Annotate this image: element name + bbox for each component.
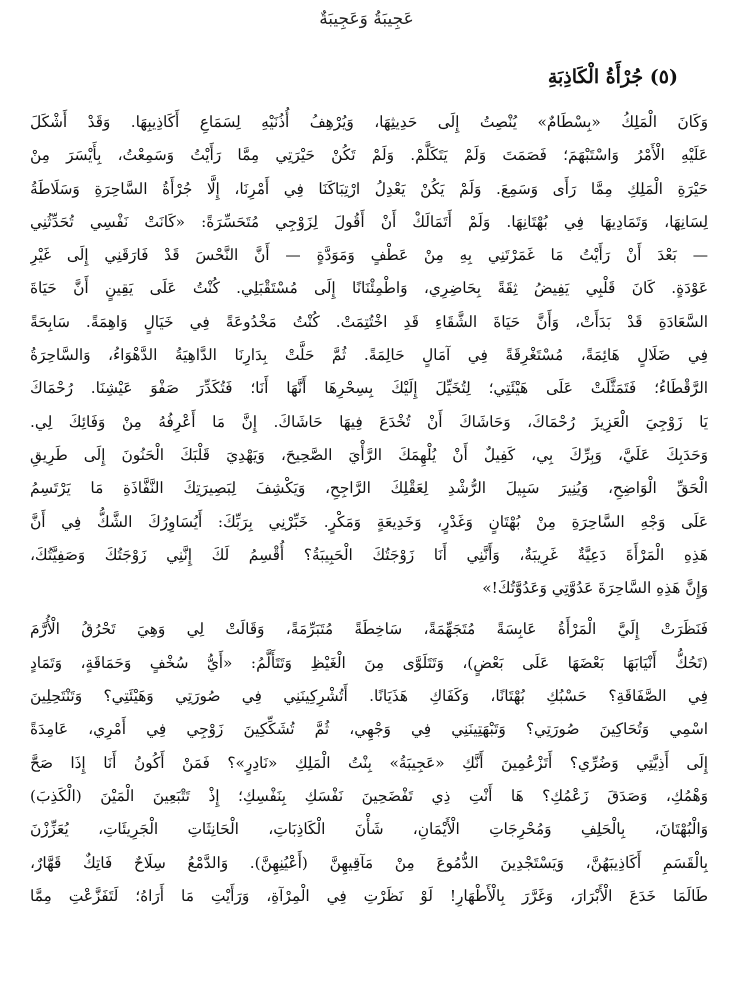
text-line: هَذِهِ الْمَرْأَةَ دَعِيَّةٌ غَرِيبَةٌ، وَأَنَّنِي أَنَا زَوْجَتُكَ الْحَبِيبَةُ؟ أُقْسِمُ لَكَ إِنَّنِي زَوْجَتُكَ وَصَفِيَّتُكَ، <box>30 545 708 564</box>
text-line: السَّعَادَةِ قَدْ بَدَأَتْ، وَأَنَّ حَيَاةَ الشَّقَاءِ قَدِ اخْتُتِمَتْ. كُنْتُ مَخْدُوعَةً فِي خَيَالٍ وَاهِمَةً. سَابِحَةً <box>30 312 708 331</box>
body-text <box>30 106 708 913</box>
text-line: وَالْبُهْتَانَ، بِالْحَلِفِ وَمُحْرِجَاتِ الْأَيْمَانِ، شَأْنَ الْكَاذِبَاتِ، الْحَانِثَاتِ الْجَرِيئَاتِ، يُعَزِّزْنَ <box>30 820 708 839</box>
text-line: إِلَى أَذِيَّتِي وَضُرِّي؟ أَتَزْعُمِينَ أَنَّكِ «عَجِيبَةُ» بِنْتُ الْمَلِكِ «نَادِرٍ»؟ فَمَنْ أَكُونُ أَنَا إِذَا صَحَّ <box>30 753 708 772</box>
text-line: — بَعْدَ أَنْ رَأَيْتُ مَا غَمَرْتَنِي بِهِ مِنْ عَطْفٍ وَمَوَدَّةٍ — أَنَّ النَّحْسَ قَدْ فَارَقَنِي إِلَى غَيْرِ <box>30 246 708 265</box>
text-line: وَهْمُكِ، وَصَدَقَ زَعْمُكِ؟ هَا أَنْتِ ذِي تَفْضَحِينَ نَفْسَكِ بِنَفْسِكِ؛ إِذْ تَتْبَعِينَ الْمَيْنَ (الْكَذِبَ) <box>30 786 708 805</box>
text-line: طَالَمَا خَدَعَ الْأَبْرَارَ، وَغَرَّرَ بِالْأَطْهَارِ! لَوْ نَظَرْتِ فِي الْمِرْآةِ، وَرَأَيْتِ مَا أَرَاهُ؛ لَتَفَزَّعْتِ مِمَّا <box>30 886 708 905</box>
running-header: عَجِيبَةُ وَعَجِيبَةٌ <box>319 9 414 29</box>
text-line: وَكَانَ الْمَلِكُ «بِسْطَامٌ» يُنْصِتُ إِلَى حَدِيثِهَا، وَيُرْهِفُ أُذُنَيْهِ لِسَمَاعِ أَكَاذِيبِهَا. وَقَدْ أَشْكَلَ <box>30 113 708 131</box>
text-line: عَلَيْهِ الْأَمْرُ وَاسْتَبْهَمَ؛ فَصَمَتَ وَلَمْ يَتَكَلَّمْ. وَلَمْ تَكُنْ حَيْرَتِي مِمَّا رَأَيْتُ وَسَمِعْتُ، بِأَيْسَرَ مِنْ <box>30 146 708 165</box>
text-line: (تَحُكُّ أَنْيَابَهَا بَعْضَهَا عَلَى بَعْضٍ)، وَتَتَلَوَّى مِنَ الْغَيْظِ وَتَتَأَلَّمُ: «أَيُّ سُخْفٍ وَحَمَاقَةٍ، وَتَمَادٍ <box>30 653 708 672</box>
text-line-paragraph-start: فَنَظَرَتْ إِلَيَّ الْمَرْأَةُ عَابِسَةً مُتَجَهِّمَةً، سَاخِطَةً مُتَبَرِّمَةً، وَقَالَتْ لِي وَهِيَ تَحْرُقُ الْأُرَّمَ <box>30 620 708 639</box>
text-line: بِالْقَسَمِ أَكَاذِيبَهُنَّ، وَيَسْتَجْدِينَ الدُّمُوعَ مِنْ مَآقِيهِنَّ (أَعْيُنِهِنَّ). وَالدَّمْعُ سِلَاحٌ فَاتِكٌ قَهَّارٌ، <box>30 853 708 872</box>
chapter-title: (٥) جُرْأَةُ الْكَاذِبَةِ <box>547 66 678 88</box>
text-line: لِسَانِهَا، وَتَمَادِيهَا فِي بُهْتَانِهَا. وَلَمْ أَتَمَالَكْ أَنْ أَقُولَ لِزَوْجِي مُتَحَسِّرَةً: «كَانَتْ نَفْسِي تُحَدِّثُنِي <box>30 212 708 231</box>
text-line: وَحَدَبِكَ عَلَيَّ، وَبِرِّكَ بِي، كَفِيلٌ أَنْ يُلْهِمَكَ الرَّأْيَ الصَّحِيحَ، وَيَهْدِيَ قَلْبَكَ الْحَنُونَ إِلَى طَرِيقِ <box>30 445 708 464</box>
text-line: الْحَقِّ الْوَاضِحِ، وَيُنِيرَ سَبِيلَ الرُّشْدِ لِعَقْلِكَ الرَّاجِحِ، وَيَكْشِفَ لِبَصِيرَتِكَ النَّفَّاذَةِ مَا يَرْتَسِمُ <box>30 479 708 498</box>
text-line: اسْمِي وَتُحَاكِينَ صُورَتِي؟ وَتَبْهَتِينَنِي فِي وَجْهِي، ثُمَّ تُشَكِّكِينَ زَوْجِي فِي أَمْرِي، عَامِدَةً <box>30 720 708 739</box>
text-line: عَوْدَةٍ. كَانَ قَلْبِي يَفِيضُ ثِقَةً بِحَاضِرِي، وَاطْمِئْنَانًا إِلَى مُسْتَقْبَلِي. كُنْتُ عَلَى يَقِينٍ أَنَّ حَيَاةَ <box>30 279 708 298</box>
text-line: فِي ضَلَالٍ هَائِمَةً، مُسْتَغْرِقَةً فِي آمَالٍ حَالِمَةً. ثُمَّ حَلَّتْ بِدَارِنَا الدَّاهِيَةُ الدَّهْوَاءُ، وَالسَّاحِرَةُ <box>30 346 708 365</box>
text-line: عَلَى وَجْهِ السَّاحِرَةِ مِنْ بُهْتَانٍ وَغَدْرٍ، وَخَدِيعَةٍ وَمَكْرٍ. خَبِّرْنِي بِرَبِّكَ: أَيُسَاوِرُكَ الشَّكُّ فِي أَنَّ <box>30 512 708 531</box>
text-line: الرَّقْطَاءُ؛ فَتَمَثَّلَتْ عَلَى هَيْئَتِي؛ لِتُخَيِّلَ إِلَيْكَ بِسِحْرِهَا أَنَّهَا أَنَا؛ فَتُكَدِّرَ صَفْوَ عَيْشِنَا. رُحْمَاكَ <box>30 379 708 398</box>
text-line: حَيْرَةِ الْمَلِكِ مِمَّا رَأَى وَسَمِعَ. وَلَمْ يَكُنْ يَعْدِلُ ارْتِبَاكَنَا فِي أَمْرِنَا، إِلَّا جُرْأَةُ السَّاحِرَةِ وَسَلَاطَةُ <box>30 179 708 198</box>
text-line: فِي الصَّفَاقَةِ؟ حَسْبُكِ بُهْتَانًا، وَكَفَاكِ هَذَيَانًا. أَتُشْرِكِينَنِي فِي صُورَتِي وَهَيْئَتِي؟ وَتَنْتَحِلِينَ <box>30 687 708 706</box>
text-line-paragraph-end: وَإِنَّ هَذِهِ السَّاحِرَةَ عَدُوَّتِي وَعَدُوَّتُكَ!» <box>482 579 708 598</box>
text-line: يَا زَوْجِيَ الْعَزِيزَ رُحْمَاكَ، وَحَاشَاكَ أَنْ تُخْدَعَ فِيهَا حَاشَاكَ. إِنَّ مَا أَعْرِفُهُ مِنْ وَفَائِكَ لِي. <box>30 412 708 431</box>
